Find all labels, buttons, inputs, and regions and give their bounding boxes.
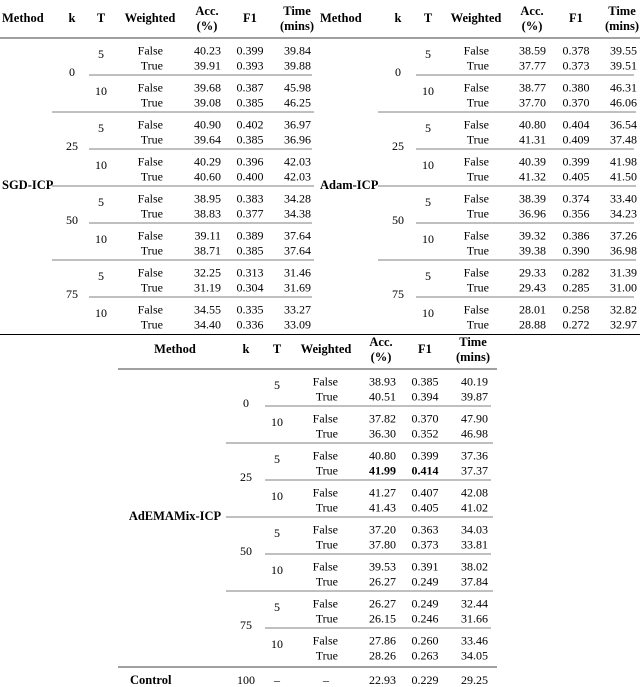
t-value: 5 [98, 120, 104, 135]
weighted-value: True [466, 169, 489, 184]
time-value: 41.50 [610, 169, 637, 184]
acc-value: 38.77 [519, 80, 546, 95]
acc-value: 38.93 [369, 374, 396, 389]
f1-value: 0.385 [236, 243, 264, 258]
time-value: 39.87 [461, 389, 488, 404]
weighted-value: False [137, 80, 163, 95]
time-value: 36.98 [610, 243, 637, 258]
acc-value: 39.68 [194, 80, 221, 95]
f1-value: 0.258 [562, 302, 590, 317]
acc-value: 38.71 [194, 243, 221, 258]
f1-value: 0.370 [562, 95, 590, 110]
f1-value: 0.405 [562, 169, 590, 184]
weighted-value: True [466, 132, 489, 147]
time-value: 41.98 [610, 154, 637, 169]
time-value: 31.00 [610, 280, 637, 295]
weighted-value: False [312, 559, 338, 574]
header-f1: F1 [243, 10, 257, 25]
acc-value: 27.86 [369, 633, 396, 648]
header-method: Method [2, 10, 44, 25]
time-value: 37.64 [284, 228, 311, 243]
f1-value: 0.246 [411, 611, 439, 626]
weighted-value: True [466, 58, 489, 73]
header-weighted: Weighted [450, 10, 502, 25]
t-value: 5 [425, 194, 431, 209]
acc-value: 29.33 [519, 265, 546, 280]
weighted-value: True [315, 463, 338, 478]
control-weighted: – [323, 672, 329, 687]
time-value: 37.36 [461, 448, 488, 463]
time-value: 34.38 [284, 206, 311, 221]
weighted-value: False [137, 228, 163, 243]
time-value: 46.98 [461, 426, 488, 441]
acc-value: 40.80 [369, 448, 396, 463]
header-k: k [242, 341, 250, 356]
acc-value: 40.39 [519, 154, 546, 169]
time-value: 36.54 [610, 117, 637, 132]
acc-value: 28.26 [369, 648, 396, 663]
t-value: 5 [274, 599, 280, 614]
f1-value: 0.263 [411, 648, 439, 663]
acc-value: 38.59 [519, 43, 546, 58]
method-label: AdEMAMix-ICP [128, 508, 222, 523]
t-value: 5 [98, 194, 104, 209]
f1-value: 0.389 [236, 228, 264, 243]
k-value: 75 [66, 286, 78, 301]
control-acc: 22.93 [369, 672, 396, 687]
weighted-value: False [463, 302, 489, 317]
header-acc-unit: (%) [521, 18, 543, 33]
time-value: 41.02 [461, 500, 488, 515]
acc-value: 37.20 [369, 522, 396, 537]
f1-value: 0.377 [236, 206, 264, 221]
time-value: 39.55 [610, 43, 637, 58]
acc-value: 40.90 [194, 117, 221, 132]
weighted-value: True [315, 574, 338, 589]
method-label: SGD-ICP [2, 177, 54, 192]
header-acc-unit: (%) [370, 349, 392, 364]
time-value: 34.03 [461, 522, 488, 537]
acc-value: 37.77 [519, 58, 546, 73]
f1-value: 0.352 [411, 426, 439, 441]
f1-value: 0.249 [411, 574, 439, 589]
acc-value: 41.31 [519, 132, 546, 147]
acc-value: 28.01 [519, 302, 546, 317]
weighted-value: True [466, 243, 489, 258]
f1-value: 0.387 [236, 80, 264, 95]
header-method: Method [320, 10, 362, 25]
time-value: 31.46 [284, 265, 311, 280]
k-value: 50 [392, 212, 404, 227]
acc-value: 39.38 [519, 243, 546, 258]
time-value: 37.64 [284, 243, 311, 258]
weighted-value: False [312, 485, 338, 500]
f1-value: 0.396 [236, 154, 264, 169]
time-value: 37.48 [610, 132, 637, 147]
acc-value: 41.99 [369, 463, 396, 478]
weighted-value: True [140, 132, 163, 147]
acc-value: 28.88 [519, 317, 546, 332]
acc-value: 38.83 [194, 206, 221, 221]
acc-value: 34.40 [194, 317, 221, 332]
time-value: 34.05 [461, 648, 488, 663]
f1-value: 0.313 [236, 265, 264, 280]
method-label: Adam-ICP [320, 177, 379, 192]
time-value: 38.02 [461, 559, 488, 574]
time-value: 40.19 [461, 374, 488, 389]
f1-value: 0.272 [562, 317, 590, 332]
control-method: Control [130, 672, 172, 687]
weighted-value: True [140, 317, 163, 332]
header-t: T [423, 10, 433, 25]
header-acc: Acc. [369, 334, 393, 349]
f1-value: 0.335 [236, 302, 264, 317]
t-value: 5 [425, 268, 431, 283]
acc-value: 37.82 [369, 411, 396, 426]
t-value: 5 [274, 525, 280, 540]
acc-value: 36.30 [369, 426, 396, 441]
acc-value: 38.95 [194, 191, 221, 206]
k-value: 75 [392, 286, 404, 301]
time-value: 36.96 [284, 132, 311, 147]
t-value: 10 [422, 305, 434, 320]
t-value: 10 [422, 157, 434, 172]
time-value: 39.51 [610, 58, 637, 73]
f1-value: 0.304 [236, 280, 264, 295]
weighted-value: True [140, 206, 163, 221]
t-value: 10 [422, 231, 434, 246]
f1-value: 0.390 [562, 243, 590, 258]
weighted-value: True [466, 317, 489, 332]
acc-value: 40.60 [194, 169, 221, 184]
t-value: 5 [425, 120, 431, 135]
acc-value: 39.91 [194, 58, 221, 73]
acc-value: 41.27 [369, 485, 396, 500]
header-t: T [96, 10, 106, 25]
weighted-value: False [463, 117, 489, 132]
weighted-value: False [312, 633, 338, 648]
header-acc: Acc. [195, 3, 219, 18]
k-value: 0 [69, 64, 75, 79]
weighted-value: True [466, 95, 489, 110]
time-value: 42.03 [284, 154, 311, 169]
k-value: 75 [240, 617, 252, 632]
time-value: 34.23 [610, 206, 637, 221]
acc-value: 36.96 [519, 206, 546, 221]
time-value: 33.27 [284, 302, 311, 317]
f1-value: 0.260 [411, 633, 439, 648]
t-value: 5 [98, 268, 104, 283]
f1-value: 0.394 [411, 389, 439, 404]
f1-value: 0.374 [562, 191, 590, 206]
f1-value: 0.363 [411, 522, 439, 537]
weighted-value: True [315, 389, 338, 404]
control-t: – [274, 672, 280, 687]
f1-value: 0.404 [562, 117, 590, 132]
header-time: Time [283, 3, 311, 18]
time-value: 46.25 [284, 95, 311, 110]
time-value: 37.26 [610, 228, 637, 243]
acc-value: 37.80 [369, 537, 396, 552]
time-value: 31.66 [461, 611, 488, 626]
time-value: 42.03 [284, 169, 311, 184]
control-f1: 0.229 [411, 672, 439, 687]
header-t: T [272, 341, 282, 356]
time-value: 31.69 [284, 280, 311, 295]
header-method: Method [154, 341, 196, 356]
t-value: 10 [95, 305, 107, 320]
weighted-value: False [463, 43, 489, 58]
weighted-value: True [315, 500, 338, 515]
f1-value: 0.402 [236, 117, 264, 132]
f1-value: 0.393 [236, 58, 264, 73]
time-value: 31.39 [610, 265, 637, 280]
weighted-value: True [140, 95, 163, 110]
time-value: 32.82 [610, 302, 637, 317]
t-value: 10 [271, 414, 283, 429]
time-value: 37.84 [461, 574, 488, 589]
header-time-unit: (mins) [279, 18, 315, 33]
acc-value: 26.15 [369, 611, 396, 626]
time-value: 46.31 [610, 80, 637, 95]
f1-value: 0.370 [411, 411, 439, 426]
weighted-value: True [466, 206, 489, 221]
weighted-value: False [463, 265, 489, 280]
time-value: 37.37 [461, 463, 488, 478]
weighted-value: False [312, 448, 338, 463]
acc-value: 39.08 [194, 95, 221, 110]
weighted-value: False [463, 228, 489, 243]
header-weighted: Weighted [124, 10, 176, 25]
weighted-value: True [140, 58, 163, 73]
acc-value: 26.27 [369, 596, 396, 611]
acc-value: 39.11 [194, 228, 221, 243]
k-value: 0 [243, 395, 249, 410]
acc-value: 41.43 [369, 500, 396, 515]
acc-value: 40.29 [194, 154, 221, 169]
weighted-value: False [463, 80, 489, 95]
acc-value: 39.53 [369, 559, 396, 574]
time-value: 36.97 [284, 117, 311, 132]
f1-value: 0.391 [411, 559, 439, 574]
k-value: 25 [66, 138, 78, 153]
control-k: 100 [237, 672, 255, 687]
f1-value: 0.249 [411, 596, 439, 611]
f1-value: 0.373 [411, 537, 439, 552]
time-value: 47.90 [461, 411, 488, 426]
f1-value: 0.385 [411, 374, 439, 389]
f1-value: 0.282 [562, 265, 590, 280]
t-value: 5 [98, 46, 104, 61]
weighted-value: False [137, 265, 163, 280]
k-value: 50 [240, 543, 252, 558]
acc-value: 38.39 [519, 191, 546, 206]
acc-value: 41.32 [519, 169, 546, 184]
weighted-value: True [315, 537, 338, 552]
time-value: 39.88 [284, 58, 311, 73]
time-value: 33.46 [461, 633, 488, 648]
t-value: 5 [274, 377, 280, 392]
time-value: 34.28 [284, 191, 311, 206]
time-value: 33.40 [610, 191, 637, 206]
k-value: 50 [66, 212, 78, 227]
k-value: 0 [395, 64, 401, 79]
acc-value: 26.27 [369, 574, 396, 589]
control-time: 29.25 [461, 672, 488, 687]
weighted-value: False [137, 302, 163, 317]
f1-value: 0.285 [562, 280, 590, 295]
weighted-value: True [140, 169, 163, 184]
header-time: Time [608, 3, 636, 18]
header-f1: F1 [569, 10, 583, 25]
f1-value: 0.378 [562, 43, 590, 58]
t-value: 10 [271, 488, 283, 503]
weighted-value: False [312, 596, 338, 611]
time-value: 46.06 [610, 95, 637, 110]
weighted-value: True [315, 611, 338, 626]
weighted-value: True [315, 426, 338, 441]
weighted-value: False [312, 411, 338, 426]
header-k: k [394, 10, 402, 25]
header-k: k [68, 10, 76, 25]
t-value: 10 [95, 231, 107, 246]
t-value: 10 [271, 562, 283, 577]
acc-value: 29.43 [519, 280, 546, 295]
f1-value: 0.409 [562, 132, 590, 147]
weighted-value: True [315, 648, 338, 663]
weighted-value: False [137, 117, 163, 132]
f1-value: 0.383 [236, 191, 264, 206]
f1-value: 0.380 [562, 80, 590, 95]
weighted-value: True [140, 243, 163, 258]
time-value: 33.81 [461, 537, 488, 552]
header-f1: F1 [418, 341, 432, 356]
weighted-value: False [137, 154, 163, 169]
acc-value: 39.32 [519, 228, 546, 243]
f1-value: 0.400 [236, 169, 264, 184]
t-value: 10 [95, 83, 107, 98]
f1-value: 0.336 [236, 317, 264, 332]
time-value: 32.44 [461, 596, 488, 611]
acc-value: 40.80 [519, 117, 546, 132]
f1-value: 0.399 [562, 154, 590, 169]
header-time: Time [459, 334, 487, 349]
f1-value: 0.399 [236, 43, 264, 58]
time-value: 45.98 [284, 80, 311, 95]
time-value: 39.84 [284, 43, 311, 58]
acc-value: 40.51 [369, 389, 396, 404]
time-value: 42.08 [461, 485, 488, 500]
acc-value: 32.25 [194, 265, 221, 280]
time-value: 32.97 [610, 317, 637, 332]
header-time-unit: (mins) [604, 18, 640, 33]
weighted-value: True [140, 280, 163, 295]
t-value: 10 [95, 157, 107, 172]
f1-value: 0.414 [411, 463, 439, 478]
f1-value: 0.407 [411, 485, 439, 500]
f1-value: 0.405 [411, 500, 439, 515]
header-weighted: Weighted [300, 341, 352, 356]
acc-value: 31.19 [194, 280, 221, 295]
weighted-value: True [466, 280, 489, 295]
acc-value: 34.55 [194, 302, 221, 317]
t-value: 5 [274, 451, 280, 466]
header-time-unit: (mins) [455, 349, 491, 364]
header-acc: Acc. [520, 3, 544, 18]
f1-value: 0.356 [562, 206, 590, 221]
weighted-value: False [463, 154, 489, 169]
time-value: 33.09 [284, 317, 311, 332]
f1-value: 0.399 [411, 448, 439, 463]
t-value: 10 [271, 636, 283, 651]
f1-value: 0.386 [562, 228, 590, 243]
t-value: 10 [422, 83, 434, 98]
weighted-value: False [312, 374, 338, 389]
f1-value: 0.373 [562, 58, 590, 73]
f1-value: 0.385 [236, 132, 264, 147]
weighted-value: False [137, 191, 163, 206]
acc-value: 39.64 [194, 132, 221, 147]
header-acc-unit: (%) [196, 18, 218, 33]
weighted-value: False [463, 191, 489, 206]
k-value: 25 [240, 469, 252, 484]
f1-value: 0.385 [236, 95, 264, 110]
weighted-value: False [137, 43, 163, 58]
weighted-value: False [312, 522, 338, 537]
acc-value: 40.23 [194, 43, 221, 58]
t-value: 5 [425, 46, 431, 61]
acc-value: 37.70 [519, 95, 546, 110]
k-value: 25 [392, 138, 404, 153]
